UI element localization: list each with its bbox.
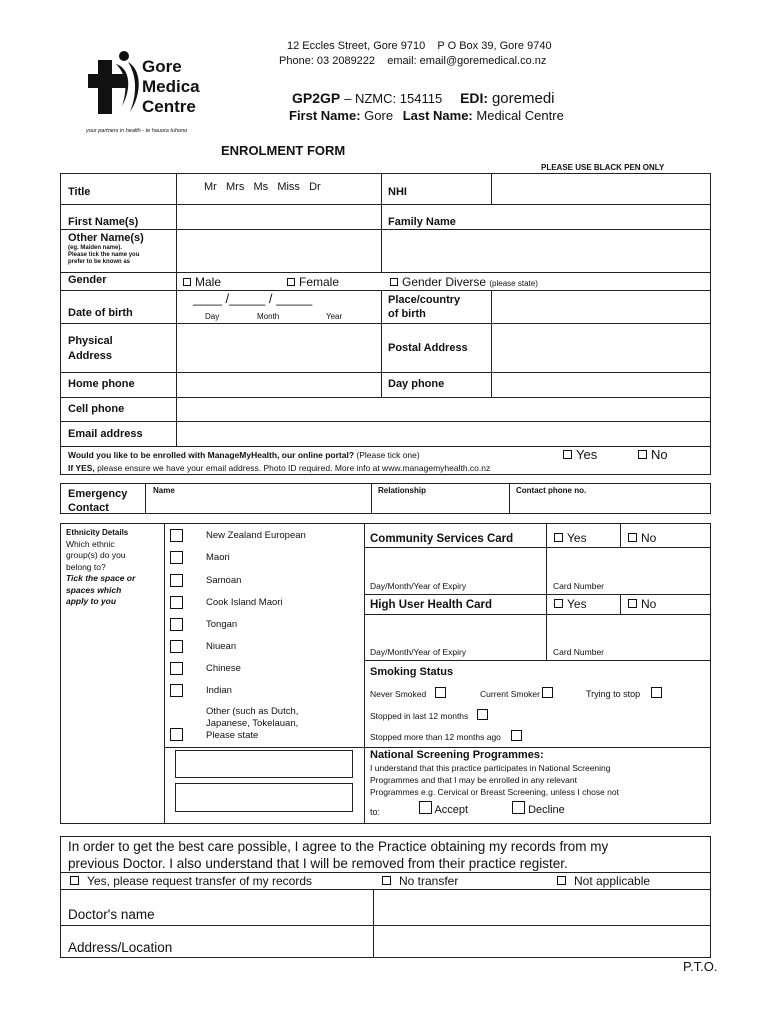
transfer-yes-checkbox[interactable] xyxy=(70,876,79,885)
physical-address-label: Physical Address xyxy=(68,335,113,362)
other-names-note: (eg. Maiden name). Please tick the name you prefer to be known as xyxy=(68,245,140,265)
edi-value: goremedi xyxy=(491,90,555,107)
name-line xyxy=(289,108,564,123)
male-checkbox[interactable] xyxy=(183,278,191,286)
title-label: Title xyxy=(68,186,91,198)
ethnicity-checkbox[interactable] xyxy=(170,662,183,675)
gender-female-option[interactable]: Female xyxy=(287,275,339,289)
doctor-name-field[interactable] xyxy=(374,890,710,925)
gender-label: Gender xyxy=(68,274,107,286)
hu-label: High User Health Card xyxy=(370,599,493,611)
dob-day-hint: Day xyxy=(205,312,220,321)
hu-no-option[interactable]: No xyxy=(628,597,656,611)
ethnicity-checkbox[interactable] xyxy=(170,640,183,653)
ethnicity-other-checkbox[interactable] xyxy=(170,728,183,741)
smoking-title: Smoking Status xyxy=(370,666,454,678)
smoking-current-checkbox[interactable] xyxy=(542,687,553,698)
hu-yes-option[interactable]: Yes xyxy=(554,597,587,611)
last-name-value: Medical Centre xyxy=(476,108,564,123)
ethnicity-checkbox[interactable] xyxy=(170,529,183,542)
transfer-no-option[interactable]: No transfer xyxy=(382,874,458,888)
mmh-yes-option[interactable]: Yes xyxy=(563,447,597,462)
day-phone-label: Day phone xyxy=(388,378,445,390)
gender-male-option[interactable]: Male xyxy=(183,275,221,289)
edi-label: EDI: xyxy=(460,90,489,106)
emergency-phone-label[interactable]: Contact phone no. xyxy=(516,486,587,495)
smoking-never-checkbox[interactable] xyxy=(435,687,446,698)
home-phone-field[interactable] xyxy=(177,373,381,397)
logo-tagline: your partners in health - te hauora tuhono xyxy=(86,128,188,134)
gp2gp-label: GP2GP xyxy=(292,90,341,106)
transfer-consent-text: In order to get the best care possible, I agree to the Practice obtaining my records from my previous Doctor. I also understand that I will be removed from their practice register. xyxy=(68,839,609,871)
dob-field[interactable]: ____ /_____ / _____ xyxy=(193,291,313,306)
email-label: Email address xyxy=(68,428,143,440)
other-names-label: Other Name(s) xyxy=(68,232,144,244)
logo-word-3: Centre xyxy=(142,97,196,116)
family-name-field[interactable] xyxy=(492,205,710,229)
mmh-question: Would you like to be enrolled with ManageMyHealth, our online portal? (Please tick one) xyxy=(68,450,420,460)
screening-title: National Screening Programmes: xyxy=(370,749,544,761)
smoking-never-option[interactable]: Never Smoked xyxy=(370,687,446,699)
emergency-contact-label: Emergency Contact xyxy=(68,488,128,514)
first-name-value: Gore xyxy=(364,108,394,123)
pto-note: P.T.O. xyxy=(683,959,718,974)
place-of-birth-field[interactable] xyxy=(492,291,710,323)
smoking-stoppedmore-checkbox[interactable] xyxy=(511,730,522,741)
transfer-na-checkbox[interactable] xyxy=(557,876,566,885)
csc-label: Community Services Card xyxy=(370,533,514,545)
gender-diverse-option[interactable]: Gender Diverse (please state) xyxy=(390,275,538,289)
screening-decline-option[interactable]: Decline xyxy=(512,801,565,816)
ethnicity-checkbox[interactable] xyxy=(170,684,183,697)
address-line: 12 Eccles Street, Gore 9710 P O Box 39, Gore 9740 xyxy=(287,40,552,52)
dob-label: Date of birth xyxy=(68,307,133,319)
cell-phone-label: Cell phone xyxy=(68,403,125,415)
hu-card-number-field[interactable]: Card Number xyxy=(553,647,605,657)
hu-no-checkbox[interactable] xyxy=(628,599,637,608)
smoking-stopped12-checkbox[interactable] xyxy=(477,709,488,720)
screening-to: to: xyxy=(370,807,381,817)
transfer-no-checkbox[interactable] xyxy=(382,876,391,885)
emergency-relationship-label[interactable]: Relationship xyxy=(378,486,427,495)
cell-phone-field[interactable] xyxy=(177,398,710,421)
smoking-current-option[interactable]: Current Smoker xyxy=(480,687,553,699)
ethnicity-other-option[interactable]: Other (such as Dutch, Japanese, Tokelauan, Please state xyxy=(170,706,298,742)
home-phone-label: Home phone xyxy=(68,378,135,390)
csc-yes-option[interactable]: Yes xyxy=(554,531,587,545)
smoking-trying-option[interactable]: Trying to stop xyxy=(586,687,662,699)
nhi-field[interactable] xyxy=(492,174,710,204)
logo-word-1: Gore xyxy=(142,57,182,76)
email-field[interactable] xyxy=(177,422,710,446)
logo xyxy=(86,48,216,138)
smoking-trying-checkbox[interactable] xyxy=(651,687,662,698)
ethnicity-checkbox[interactable] xyxy=(170,618,183,631)
ethnicity-checkbox[interactable] xyxy=(170,551,183,564)
female-checkbox[interactable] xyxy=(287,278,295,286)
address-location-label: Address/Location xyxy=(68,940,173,955)
screening-accept-checkbox[interactable] xyxy=(419,801,432,814)
smoking-stopped12-option[interactable]: Stopped in last 12 months xyxy=(370,709,488,721)
postal-address-label: Postal Address xyxy=(388,342,468,354)
nhi-label: NHI xyxy=(388,186,407,198)
first-names-label: First Name(s) xyxy=(68,216,139,228)
hu-expiry-field[interactable]: Day/Month/Year of Expiry xyxy=(370,647,467,657)
screening-text: I understand that this practice participates in National Screening Programmes and that I may be enrolled in any relevant Programmes e.g. Cervical or Breast Screening, unless I chose not xyxy=(370,763,619,797)
contact-line: Phone: 03 2089222 email: email@goremedical.co.nz xyxy=(279,55,547,67)
postal-address-field[interactable] xyxy=(492,324,710,372)
nzmc-text: – NZMC: 154115 xyxy=(344,91,443,106)
ethnicity-checkbox[interactable] xyxy=(170,574,183,587)
title-options[interactable]: Mr Mrs Ms Miss Dr xyxy=(204,181,321,193)
pen-note: PLEASE USE BLACK PEN ONLY xyxy=(541,163,665,172)
csc-card-number-field[interactable]: Card Number xyxy=(553,581,605,591)
mmh-yes-checkbox[interactable] xyxy=(563,450,572,459)
ethnicity-other-field-1[interactable] xyxy=(175,750,353,778)
gp2gp-line xyxy=(292,90,555,107)
physical-address-field[interactable] xyxy=(177,324,381,372)
screening-accept-option[interactable]: Accept xyxy=(419,801,468,816)
gender-diverse-checkbox[interactable] xyxy=(390,278,398,286)
last-name-label: Last Name: xyxy=(402,108,473,123)
csc-no-option[interactable]: No xyxy=(628,531,656,545)
mmh-no-checkbox[interactable] xyxy=(638,450,647,459)
family-name-label: Family Name xyxy=(388,216,456,228)
ethnicity-checkbox[interactable] xyxy=(170,596,183,609)
form-title: ENROLMENT FORM xyxy=(221,143,346,158)
first-names-field[interactable] xyxy=(177,205,381,229)
other-names-field[interactable] xyxy=(177,230,381,272)
csc-expiry-field[interactable]: Day/Month/Year of Expiry xyxy=(370,581,467,591)
address-location-field[interactable] xyxy=(374,926,710,957)
mmh-no-option[interactable]: No xyxy=(638,447,668,462)
logo-cross-icon xyxy=(86,48,146,128)
csc-yes-checkbox[interactable] xyxy=(554,533,563,542)
day-phone-field[interactable] xyxy=(492,373,710,397)
screening-decline-checkbox[interactable] xyxy=(512,801,525,814)
dob-year-hint: Year xyxy=(326,312,343,321)
transfer-yes-option[interactable]: Yes, please request transfer of my records xyxy=(70,874,312,888)
first-name-label: First Name: xyxy=(289,108,361,123)
transfer-na-option[interactable]: Not applicable xyxy=(557,874,650,888)
emergency-name-label[interactable]: Name xyxy=(153,486,175,495)
hu-yes-checkbox[interactable] xyxy=(554,599,563,608)
dob-month-hint: Month xyxy=(257,312,280,321)
csc-no-checkbox[interactable] xyxy=(628,533,637,542)
ethnicity-other-field-2[interactable] xyxy=(175,783,353,812)
logo-word-2: Medica xyxy=(142,77,200,96)
smoking-stoppedmore-option[interactable]: Stopped more than 12 months ago xyxy=(370,730,522,742)
mmh-note: If YES, please ensure we have your email address. Photo ID required. More info at www.managemyhealth.co.nz xyxy=(68,463,491,473)
doctor-name-label: Doctor's name xyxy=(68,907,155,922)
place-of-birth-label: Place/country of birth xyxy=(388,294,461,320)
ethnicity-instructions: Ethnicity Details Which ethnic group(s) do you belong to? Tick the space or spaces which apply to you xyxy=(66,528,136,606)
